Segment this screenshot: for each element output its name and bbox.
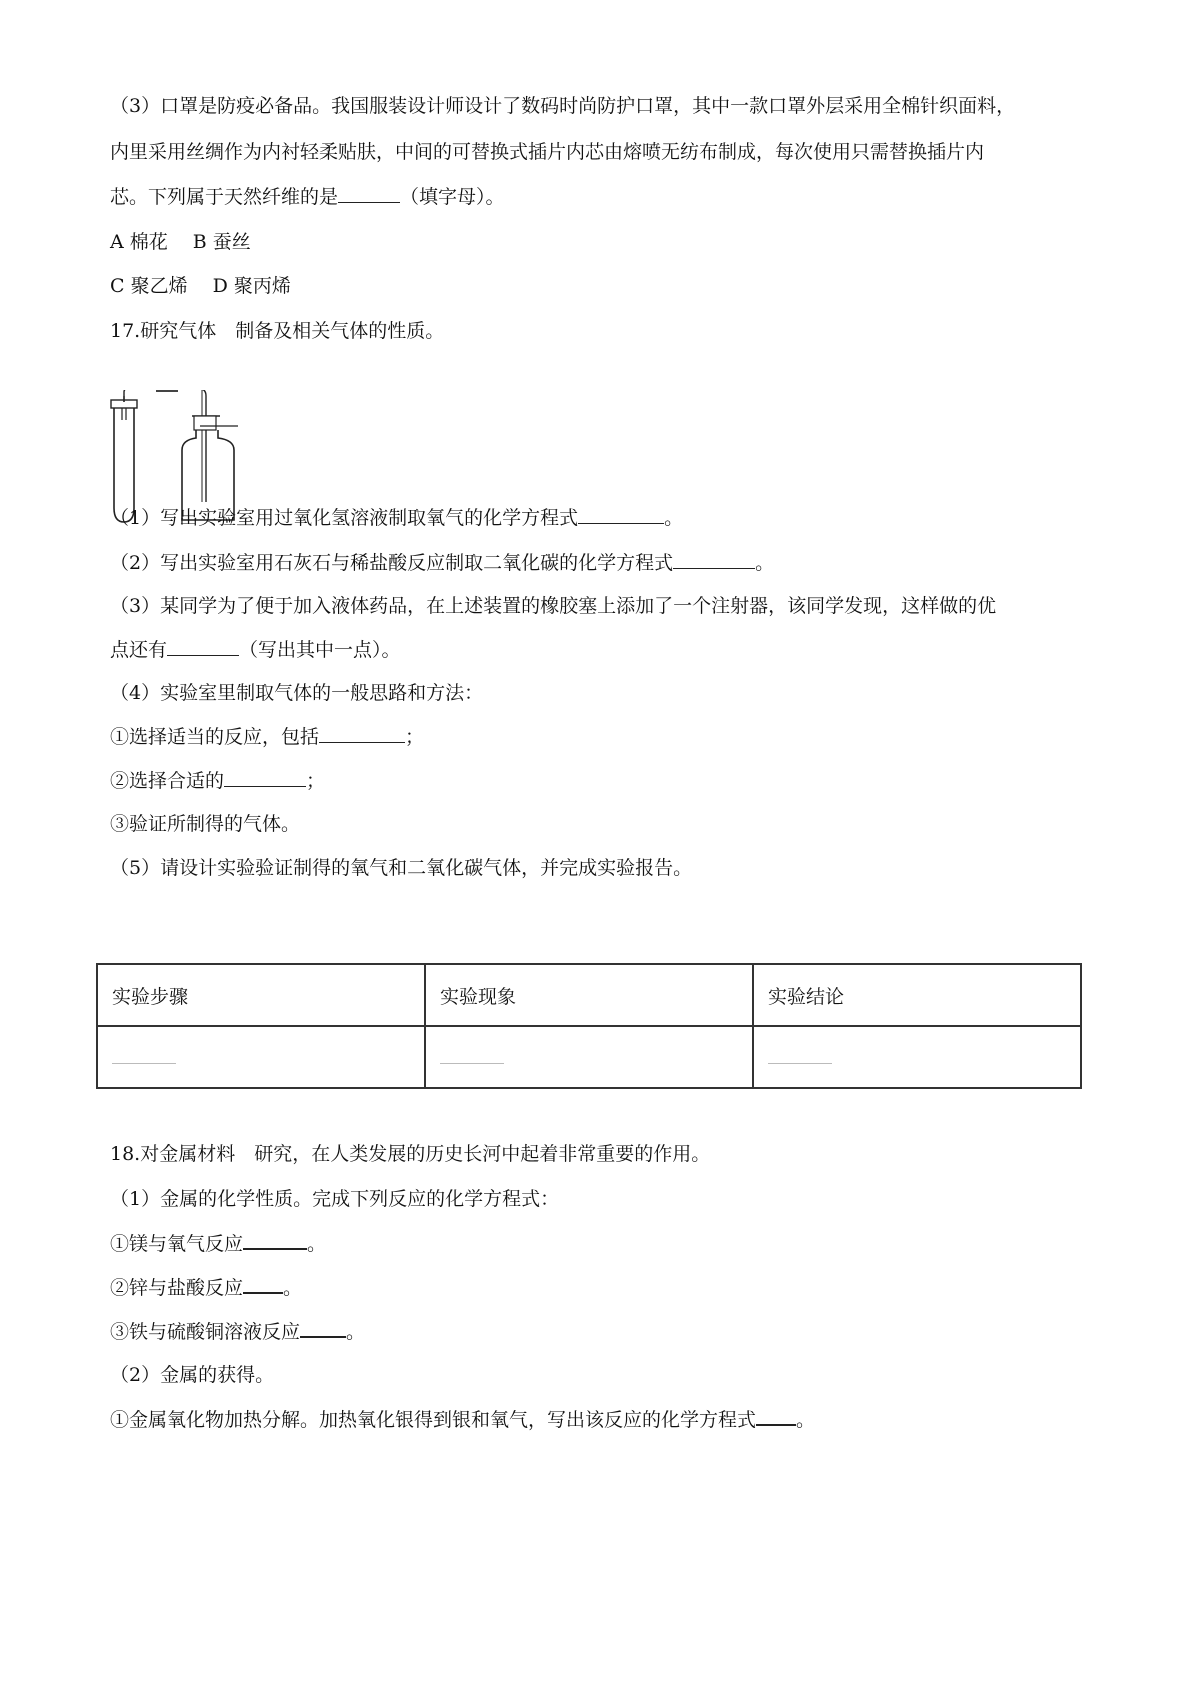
answer-blank[interactable] xyxy=(578,505,664,524)
q18-part1-item1: ①镁与氧气反应 。 xyxy=(110,1230,1100,1257)
q16-options-row1: A 棉花 B 蚕丝 xyxy=(110,231,251,253)
table-cell xyxy=(425,1026,753,1088)
table-cell xyxy=(97,1026,425,1088)
q17-part3-line1: （3）某同学为了便于加入液体药品，在上述装置的橡胶塞上添加了一个注射器，该同学发现，这样做的优 xyxy=(110,595,997,617)
q17-part4-item3: ③验证所制得的气体。 xyxy=(110,813,301,835)
q17-part3-line2: 点还有 （写出其中一点）。 xyxy=(110,639,401,661)
q17-title: 17.研究气体 制备及相关气体的性质。 xyxy=(110,320,445,342)
q17-part4: （4）实验室里制取气体的一般思路和方法： xyxy=(110,682,484,704)
answer-blank[interactable] xyxy=(768,1045,832,1064)
q16-part3-line3: 芯。下列属于天然纤维的是 （填字母）。 xyxy=(110,186,505,208)
header-experiment-steps: 实验步骤 xyxy=(97,964,425,1026)
q18-part2-item1: ①金属氧化物加热分解。加热氧化银得到银和氧气，写出该反应的化学方程式 。 xyxy=(110,1406,1100,1433)
q18-part2: （2）金属的获得。 xyxy=(110,1364,275,1386)
answer-blank[interactable] xyxy=(338,184,400,203)
answer-blank[interactable] xyxy=(673,550,755,569)
q18-part1-item2: ②锌与盐酸反应 。 xyxy=(110,1274,1100,1301)
q18-part1-item3: ③铁与硫酸铜溶液反应 。 xyxy=(110,1318,1100,1345)
q18-title: 18.对金属材料 研究，在人类发展的历史长河中起着非常重要的作用。 xyxy=(110,1143,711,1165)
header-experiment-phenomena: 实验现象 xyxy=(425,964,753,1026)
table-header-row xyxy=(97,964,1081,1026)
table-row xyxy=(97,1026,1081,1088)
q17-part4-item2: ②选择合适的 ； xyxy=(110,770,326,792)
q17-part5: （5）请设计实验验证制得的氧气和二氧化碳气体，并完成实验报告。 xyxy=(110,857,693,879)
experiment-report-table xyxy=(96,963,1082,1089)
answer-blank[interactable] xyxy=(112,1045,176,1064)
q17-part2: （2）写出实验室用石灰石与稀盐酸反应制取二氧化碳的化学方程式 。 xyxy=(110,552,775,574)
q16-part3-line2: 内里采用丝绸作为内衬轻柔贴肤，中间的可替换式插片内芯由熔喷无纺布制成，每次使用只需替换插片内 xyxy=(110,141,985,163)
q16-part3-line1: （3）口罩是防疫必备品。我国服装设计师设计了数码时尚防护口罩，其中一款口罩外层采用全棉针织面料， xyxy=(110,95,1016,117)
answer-blank[interactable] xyxy=(243,1230,307,1250)
header-experiment-conclusion: 实验结论 xyxy=(753,964,1081,1026)
answer-blank[interactable] xyxy=(440,1045,504,1064)
q17-part1: （1）写出实验室用过氧化氢溶液制取氧气的化学方程式 。 xyxy=(110,507,684,529)
answer-blank[interactable] xyxy=(167,637,239,656)
answer-blank[interactable] xyxy=(224,768,306,787)
q18-part1: （1）金属的化学性质。完成下列反应的化学方程式： xyxy=(110,1188,560,1210)
answer-blank[interactable] xyxy=(756,1406,796,1426)
table-cell xyxy=(753,1026,1081,1088)
answer-blank[interactable] xyxy=(319,724,405,743)
q17-part4-item1: ①选择适当的反应，包括 ； xyxy=(110,726,425,748)
q16-options-row2: C 聚乙烯 D 聚丙烯 xyxy=(110,275,291,297)
answer-blank[interactable] xyxy=(243,1274,283,1294)
answer-blank[interactable] xyxy=(300,1318,346,1338)
